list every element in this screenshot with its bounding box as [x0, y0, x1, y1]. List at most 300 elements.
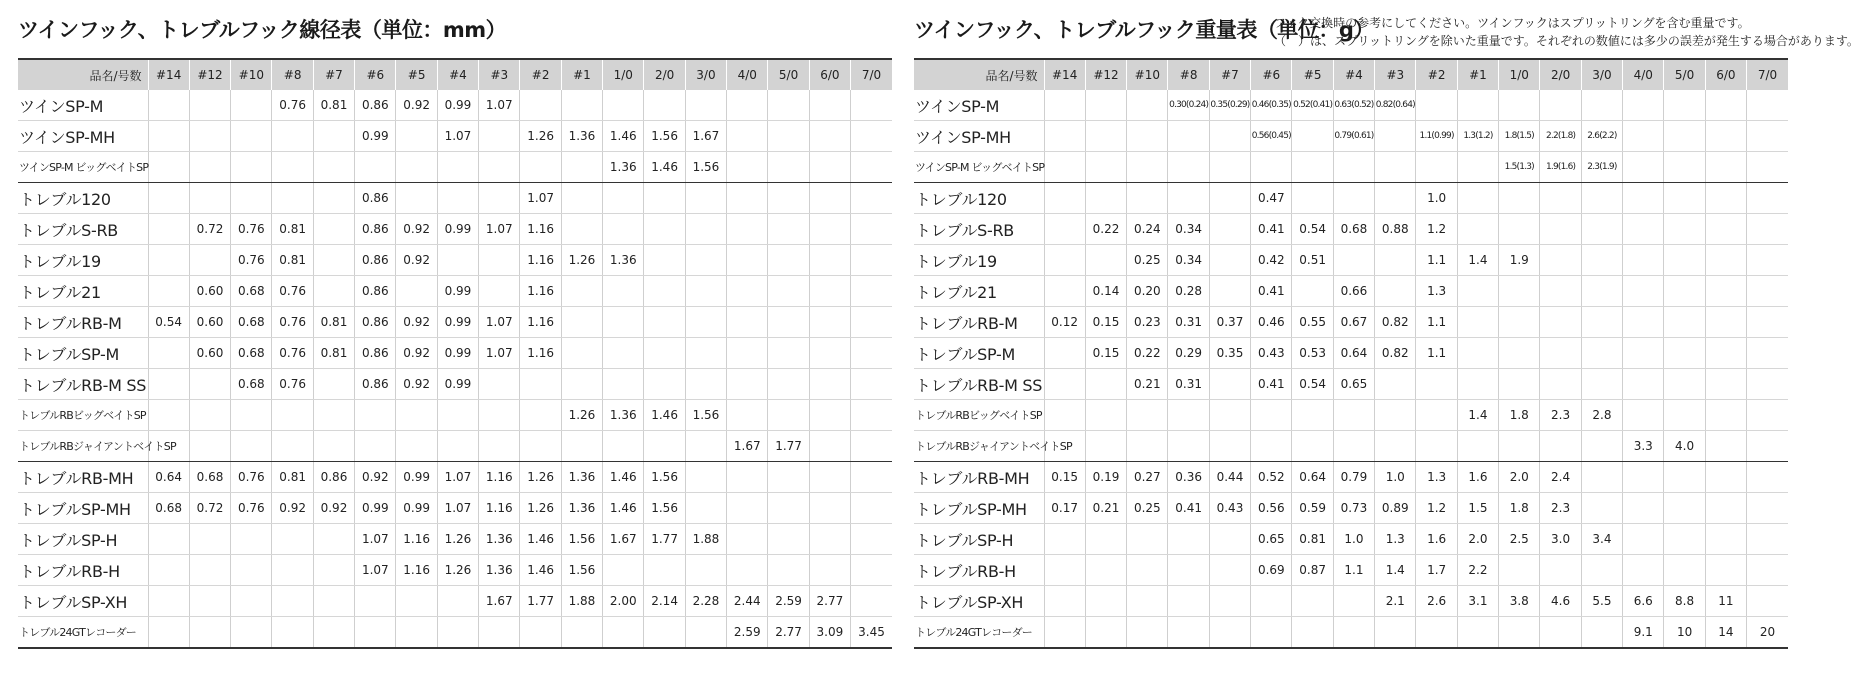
table-cell: 0.86 — [355, 90, 396, 121]
table-cell — [1457, 152, 1498, 183]
column-header-size: #4 — [1333, 59, 1374, 90]
row-name: トレブル24GTレコーダー — [914, 617, 1044, 649]
table-cell — [313, 183, 354, 214]
table-cell: 0.60 — [189, 307, 230, 338]
table-cell — [1457, 90, 1498, 121]
table-cell: 1.36 — [561, 121, 602, 152]
table-cell — [561, 214, 602, 245]
table-cell: 2.5 — [1499, 524, 1540, 555]
table-cell — [1664, 90, 1705, 121]
table-cell: 0.24 — [1127, 214, 1168, 245]
table-cell: 0.35(0.29) — [1209, 90, 1250, 121]
table-cell — [1705, 245, 1746, 276]
table-cell: 0.59 — [1292, 493, 1333, 524]
weight-table — [914, 58, 1788, 649]
table-row — [18, 276, 892, 307]
table-cell: 1.36 — [603, 245, 644, 276]
table-cell — [1209, 400, 1250, 431]
table-cell: 1.16 — [520, 214, 561, 245]
column-header-size: 3/0 — [1581, 59, 1622, 90]
row-name: トレブルSP-M — [18, 338, 148, 369]
table-cell — [1747, 338, 1788, 369]
table-cell — [272, 183, 313, 214]
table-cell — [1623, 183, 1664, 214]
table-cell — [479, 276, 520, 307]
table-cell: 4.0 — [1664, 431, 1705, 462]
table-cell — [1292, 276, 1333, 307]
table-cell — [1581, 214, 1622, 245]
table-row — [914, 431, 1788, 462]
table-cell: 1.46 — [520, 524, 561, 555]
table-cell — [644, 338, 685, 369]
table-cell — [1623, 121, 1664, 152]
table-cell — [1705, 369, 1746, 400]
table-cell: 0.54 — [1292, 214, 1333, 245]
table-cell — [809, 400, 850, 431]
table-cell — [768, 369, 809, 400]
weight-title: ツインフック、トレブルフック重量表（単位：g） — [914, 18, 1374, 42]
table-cell: 0.64 — [1292, 462, 1333, 493]
table-cell: 1.07 — [437, 462, 478, 493]
table-cell: 0.12 — [1044, 307, 1085, 338]
table-cell: 1.36 — [561, 493, 602, 524]
table-cell — [1085, 586, 1126, 617]
table-cell — [1664, 307, 1705, 338]
table-cell: 0.25 — [1127, 245, 1168, 276]
table-cell: 1.07 — [479, 90, 520, 121]
table-cell — [1209, 121, 1250, 152]
row-name: トレブルSP-H — [914, 524, 1044, 555]
table-cell: 1.36 — [479, 555, 520, 586]
table-cell: 0.21 — [1127, 369, 1168, 400]
row-name: トレブル120 — [18, 183, 148, 214]
row-name: トレブル120 — [914, 183, 1044, 214]
table-cell: 1.0 — [1416, 183, 1457, 214]
table-cell: 1.16 — [520, 307, 561, 338]
weight-note — [1274, 14, 1859, 50]
table-row — [18, 617, 892, 649]
table-cell — [1664, 493, 1705, 524]
table-cell: 1.26 — [561, 400, 602, 431]
weight-note-line1: フック交換時の参考にしてください。ツインフックはスプリットリングを含む重量です。 — [1274, 16, 1750, 30]
table-cell — [1416, 400, 1457, 431]
table-cell — [727, 524, 768, 555]
table-cell — [851, 400, 892, 431]
table-cell: 0.47 — [1251, 183, 1292, 214]
table-cell: 2.8 — [1581, 400, 1622, 431]
table-cell: 1.0 — [1333, 524, 1374, 555]
table-cell — [644, 90, 685, 121]
column-header-size: #12 — [189, 59, 230, 90]
table-cell — [231, 183, 272, 214]
table-cell — [685, 617, 726, 649]
table-cell — [189, 617, 230, 649]
table-cell: 0.31 — [1168, 369, 1209, 400]
table-cell — [231, 617, 272, 649]
table-cell — [355, 400, 396, 431]
table-cell — [437, 152, 478, 183]
table-cell — [272, 152, 313, 183]
row-name: ツインSP-M ビッグベイトSP — [18, 152, 148, 183]
table-cell — [272, 121, 313, 152]
table-cell: 1.67 — [479, 586, 520, 617]
table-row — [18, 152, 892, 183]
table-cell: 0.56(0.45) — [1251, 121, 1292, 152]
table-cell: 1.3 — [1375, 524, 1416, 555]
table-cell: 2.0 — [1457, 524, 1498, 555]
table-cell — [851, 276, 892, 307]
column-header-size: #5 — [1292, 59, 1333, 90]
table-cell — [313, 152, 354, 183]
table-cell: 0.81 — [1292, 524, 1333, 555]
table-cell — [1705, 276, 1746, 307]
table-cell — [1209, 152, 1250, 183]
table-cell: 0.44 — [1209, 462, 1250, 493]
table-cell: 1.9(1.6) — [1540, 152, 1581, 183]
table-cell — [1375, 369, 1416, 400]
table-cell: 1.36 — [603, 400, 644, 431]
table-cell: 1.07 — [355, 524, 396, 555]
table-cell — [313, 276, 354, 307]
table-cell — [520, 431, 561, 462]
table-cell: 0.92 — [396, 369, 437, 400]
table-cell — [1664, 400, 1705, 431]
table-cell: 0.99 — [437, 338, 478, 369]
table-cell — [851, 462, 892, 493]
table-cell — [685, 307, 726, 338]
table-cell — [809, 90, 850, 121]
table-cell — [437, 431, 478, 462]
table-cell — [272, 617, 313, 649]
column-header-size: 5/0 — [768, 59, 809, 90]
table-cell: 1.46 — [520, 555, 561, 586]
table-cell — [1457, 338, 1498, 369]
table-cell — [1168, 183, 1209, 214]
table-cell — [809, 121, 850, 152]
table-cell — [768, 307, 809, 338]
table-cell — [1747, 493, 1788, 524]
table-cell — [1416, 431, 1457, 462]
table-row — [914, 369, 1788, 400]
table-cell — [1168, 121, 1209, 152]
table-row — [18, 369, 892, 400]
table-cell — [479, 183, 520, 214]
table-cell — [148, 245, 189, 276]
table-cell: 2.2(1.8) — [1540, 121, 1581, 152]
table-cell — [1540, 276, 1581, 307]
table-cell — [768, 90, 809, 121]
table-cell — [1747, 307, 1788, 338]
column-header-size: 2/0 — [644, 59, 685, 90]
table-cell: 0.81 — [313, 90, 354, 121]
table-cell — [1375, 276, 1416, 307]
table-cell: 0.99 — [437, 369, 478, 400]
table-cell — [1540, 307, 1581, 338]
row-name: トレブルSP-MH — [18, 493, 148, 524]
row-name: ツインSP-M — [914, 90, 1044, 121]
table-cell — [727, 152, 768, 183]
table-cell — [1623, 276, 1664, 307]
table-cell — [1499, 90, 1540, 121]
table-cell — [479, 400, 520, 431]
table-cell — [561, 338, 602, 369]
table-cell: 1.8 — [1499, 400, 1540, 431]
table-cell — [1209, 276, 1250, 307]
table-cell — [1664, 524, 1705, 555]
table-cell — [437, 586, 478, 617]
table-cell: 0.72 — [189, 493, 230, 524]
table-cell — [644, 214, 685, 245]
row-name: トレブルSP-XH — [914, 586, 1044, 617]
table-cell — [231, 121, 272, 152]
table-cell — [313, 369, 354, 400]
table-cell — [1581, 493, 1622, 524]
table-cell: 0.56 — [1251, 493, 1292, 524]
table-cell: 0.79 — [1333, 462, 1374, 493]
table-row — [914, 555, 1788, 586]
table-cell: 20 — [1747, 617, 1788, 649]
table-cell — [479, 152, 520, 183]
table-cell: 1.26 — [520, 462, 561, 493]
table-cell: 1.56 — [644, 121, 685, 152]
table-cell: 1.67 — [685, 121, 726, 152]
table-cell: 1.07 — [437, 493, 478, 524]
table-cell: 0.86 — [355, 338, 396, 369]
table-cell — [768, 462, 809, 493]
table-cell: 0.51 — [1292, 245, 1333, 276]
row-name: トレブルRBビッグベイトSP — [914, 400, 1044, 431]
column-header-size: #1 — [1457, 59, 1498, 90]
table-cell — [1209, 524, 1250, 555]
table-cell — [1581, 462, 1622, 493]
table-cell — [809, 431, 850, 462]
table-cell: 0.99 — [437, 90, 478, 121]
table-cell — [1085, 183, 1126, 214]
table-cell — [603, 276, 644, 307]
table-cell: 1.26 — [520, 121, 561, 152]
table-cell — [1127, 524, 1168, 555]
column-header-size: #5 — [396, 59, 437, 90]
table-cell — [1375, 431, 1416, 462]
table-cell: 0.65 — [1251, 524, 1292, 555]
table-cell — [1705, 307, 1746, 338]
table-cell: 0.67 — [1333, 307, 1374, 338]
table-cell — [685, 555, 726, 586]
table-cell — [148, 276, 189, 307]
table-cell: 0.35 — [1209, 338, 1250, 369]
table-cell — [768, 493, 809, 524]
table-cell: 0.15 — [1085, 307, 1126, 338]
table-cell — [1416, 152, 1457, 183]
row-name: トレブルRB-M SS — [914, 369, 1044, 400]
table-cell — [603, 338, 644, 369]
table-cell — [1168, 431, 1209, 462]
table-cell: 2.1 — [1375, 586, 1416, 617]
table-cell: 0.68 — [189, 462, 230, 493]
table-cell: 14 — [1705, 617, 1746, 649]
table-cell: 0.30(0.24) — [1168, 90, 1209, 121]
column-header-size: #10 — [1127, 59, 1168, 90]
table-cell: 2.77 — [768, 617, 809, 649]
table-cell — [272, 524, 313, 555]
table-cell: 1.46 — [644, 400, 685, 431]
table-cell — [768, 555, 809, 586]
table-cell — [396, 152, 437, 183]
table-cell: 0.86 — [355, 276, 396, 307]
table-row — [18, 462, 892, 493]
table-cell — [1333, 586, 1374, 617]
table-cell — [189, 524, 230, 555]
table-cell — [727, 90, 768, 121]
column-header-size: 5/0 — [1664, 59, 1705, 90]
table-cell — [603, 431, 644, 462]
table-cell — [561, 276, 602, 307]
table-cell: 0.41 — [1251, 369, 1292, 400]
table-cell — [644, 617, 685, 649]
table-cell: 0.46 — [1251, 307, 1292, 338]
table-cell — [148, 214, 189, 245]
table-cell — [561, 307, 602, 338]
table-cell: 1.16 — [520, 338, 561, 369]
table-cell — [727, 400, 768, 431]
table-cell — [1747, 431, 1788, 462]
table-cell: 2.3(1.9) — [1581, 152, 1622, 183]
table-cell: 0.63(0.52) — [1333, 90, 1374, 121]
table-cell — [313, 617, 354, 649]
table-cell: 1.7 — [1416, 555, 1457, 586]
table-cell: 0.86 — [355, 369, 396, 400]
table-cell: 0.31 — [1168, 307, 1209, 338]
table-cell — [1623, 462, 1664, 493]
table-cell — [355, 431, 396, 462]
table-cell — [1540, 183, 1581, 214]
table-row — [914, 183, 1788, 214]
table-cell — [396, 431, 437, 462]
table-cell — [1168, 400, 1209, 431]
table-cell — [1581, 276, 1622, 307]
table-cell — [727, 493, 768, 524]
table-cell — [1747, 121, 1788, 152]
table-cell: 1.3 — [1416, 462, 1457, 493]
column-header-size: 6/0 — [809, 59, 850, 90]
table-cell — [396, 400, 437, 431]
table-cell — [727, 307, 768, 338]
column-header-size: #7 — [313, 59, 354, 90]
table-row — [914, 462, 1788, 493]
table-cell: 0.34 — [1168, 245, 1209, 276]
table-cell — [1044, 183, 1085, 214]
table-cell: 2.44 — [727, 586, 768, 617]
table-cell — [1747, 555, 1788, 586]
table-cell — [1457, 307, 1498, 338]
table-cell — [727, 214, 768, 245]
table-cell — [1747, 152, 1788, 183]
table-cell: 0.52 — [1251, 462, 1292, 493]
row-name: トレブル19 — [914, 245, 1044, 276]
table-cell — [1623, 369, 1664, 400]
table-cell — [313, 555, 354, 586]
table-cell — [1375, 121, 1416, 152]
row-name: トレブルRBジャイアントベイトSP — [18, 431, 148, 462]
table-cell — [1127, 586, 1168, 617]
table-cell — [1705, 214, 1746, 245]
table-cell — [1499, 214, 1540, 245]
table-cell — [313, 524, 354, 555]
table-cell — [809, 214, 850, 245]
table-cell — [1747, 369, 1788, 400]
table-cell — [561, 431, 602, 462]
table-cell: 1.77 — [768, 431, 809, 462]
table-cell — [272, 555, 313, 586]
table-cell: 2.00 — [603, 586, 644, 617]
table-cell — [1416, 617, 1457, 649]
table-cell — [1664, 152, 1705, 183]
table-cell — [1623, 245, 1664, 276]
table-cell — [1705, 400, 1746, 431]
column-header-size: #7 — [1209, 59, 1250, 90]
table-cell: 2.77 — [809, 586, 850, 617]
table-cell: 0.42 — [1251, 245, 1292, 276]
table-cell — [851, 121, 892, 152]
column-header-size: 7/0 — [1747, 59, 1788, 90]
table-cell — [1127, 617, 1168, 649]
table-cell: 0.81 — [313, 338, 354, 369]
table-cell: 0.27 — [1127, 462, 1168, 493]
table-cell — [1251, 400, 1292, 431]
table-cell — [809, 338, 850, 369]
table-cell — [603, 617, 644, 649]
table-cell — [1168, 586, 1209, 617]
table-cell: 1.07 — [355, 555, 396, 586]
table-cell: 1.88 — [561, 586, 602, 617]
table-cell: 1.07 — [479, 214, 520, 245]
table-cell — [1292, 152, 1333, 183]
table-cell — [603, 183, 644, 214]
table-cell: 0.81 — [272, 462, 313, 493]
table-cell: 1.16 — [396, 555, 437, 586]
column-header-size: 3/0 — [685, 59, 726, 90]
table-row — [914, 586, 1788, 617]
table-cell — [1333, 152, 1374, 183]
table-cell: 1.07 — [520, 183, 561, 214]
table-cell — [727, 462, 768, 493]
table-cell — [1540, 214, 1581, 245]
table-cell — [685, 369, 726, 400]
table-cell — [148, 586, 189, 617]
table-cell — [1540, 90, 1581, 121]
table-cell: 0.88 — [1375, 214, 1416, 245]
row-name: トレブルS-RB — [18, 214, 148, 245]
table-cell: 1.26 — [437, 555, 478, 586]
table-cell: 0.82 — [1375, 338, 1416, 369]
table-cell — [148, 183, 189, 214]
table-cell — [809, 183, 850, 214]
table-cell — [685, 462, 726, 493]
table-cell — [644, 307, 685, 338]
table-cell — [1664, 555, 1705, 586]
table-cell: 1.67 — [727, 431, 768, 462]
table-cell: 0.15 — [1044, 462, 1085, 493]
header-row — [914, 59, 1788, 90]
table-cell — [603, 214, 644, 245]
table-cell — [1499, 369, 1540, 400]
table-cell: 0.73 — [1333, 493, 1374, 524]
table-cell: 3.8 — [1499, 586, 1540, 617]
table-cell: 5.5 — [1581, 586, 1622, 617]
table-cell: 0.54 — [148, 307, 189, 338]
table-row — [914, 90, 1788, 121]
table-cell: 1.6 — [1416, 524, 1457, 555]
